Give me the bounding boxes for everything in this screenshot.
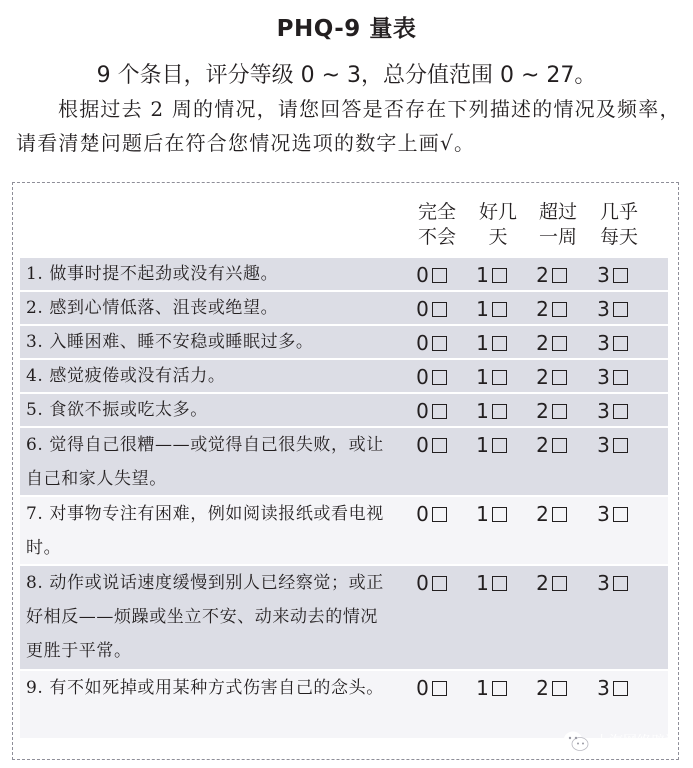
checkbox[interactable]: [613, 302, 628, 317]
option-score: 3: [597, 502, 610, 526]
wechat-icon: [563, 730, 589, 752]
checkbox[interactable]: [552, 507, 567, 522]
column-header-not-at-all: 完全 不会: [417, 201, 456, 248]
answer-option-2[interactable]: [536, 261, 567, 289]
option-score: 2: [536, 571, 549, 595]
option-score: 3: [597, 263, 610, 287]
watermark: [563, 728, 679, 754]
checkbox[interactable]: [613, 438, 628, 453]
answer-option-2[interactable]: [536, 295, 567, 323]
option-score: 3: [597, 365, 610, 389]
option-score: 2: [536, 365, 549, 389]
answer-option-3[interactable]: [597, 295, 628, 323]
question-row: [20, 360, 668, 392]
question-text: 9. 有不如死掉或用某种方式伤害自己的念头。: [26, 678, 384, 698]
checkbox[interactable]: [432, 404, 447, 419]
option-score: 1: [476, 399, 489, 423]
option-score: 2: [536, 263, 549, 287]
option-score: 2: [536, 297, 549, 321]
checkbox[interactable]: [432, 438, 447, 453]
question-row: [20, 497, 668, 564]
checkbox[interactable]: [552, 336, 567, 351]
answer-option-0[interactable]: [416, 295, 447, 323]
checkbox[interactable]: [492, 438, 507, 453]
column-header-several-days: 好几 天: [478, 201, 517, 248]
option-score: 3: [597, 331, 610, 355]
option-score: 0: [416, 297, 429, 321]
answer-option-1[interactable]: [476, 431, 507, 459]
option-score: 3: [597, 676, 610, 700]
option-score: 1: [476, 263, 489, 287]
answer-option-1[interactable]: [476, 261, 507, 289]
answer-option-2[interactable]: [536, 500, 567, 528]
answer-option-2[interactable]: [536, 569, 567, 597]
question-row: [20, 566, 668, 669]
question-row: [20, 292, 668, 324]
option-score: 1: [476, 433, 489, 457]
option-score: 2: [536, 502, 549, 526]
checkbox[interactable]: [432, 681, 447, 696]
option-score: 1: [476, 571, 489, 595]
question-text: 7. 对事物专注有困难，例如阅读报纸或看电视时。: [26, 504, 384, 558]
answer-option-0[interactable]: [416, 674, 447, 702]
checkbox[interactable]: [432, 336, 447, 351]
checkbox[interactable]: [432, 370, 447, 385]
option-score: 0: [416, 571, 429, 595]
checkbox[interactable]: [492, 507, 507, 522]
checkbox[interactable]: [552, 438, 567, 453]
question-text: 8. 动作或说话速度缓慢到别人已经察觉；或正好相反——烦躁或坐立不安、动来动去的情况更胜于平常。: [26, 573, 384, 661]
checkbox[interactable]: [613, 404, 628, 419]
answer-option-3[interactable]: [597, 500, 628, 528]
answer-option-0[interactable]: [416, 569, 447, 597]
option-score: 1: [476, 331, 489, 355]
option-score: 0: [416, 263, 429, 287]
option-score: 2: [536, 399, 549, 423]
question-row: [20, 394, 668, 426]
checkbox[interactable]: [613, 507, 628, 522]
subtitle: 9 个条目，评分等级 0 ~ 3，总分值范围 0 ~ 27。: [96, 63, 597, 88]
option-score: 1: [476, 676, 489, 700]
answer-option-1[interactable]: [476, 397, 507, 425]
column-header-nearly-every-day: 几乎 每天: [599, 201, 638, 248]
answer-option-3[interactable]: [597, 329, 628, 357]
checkbox[interactable]: [492, 302, 507, 317]
question-row: [20, 428, 668, 495]
checkbox[interactable]: [492, 268, 507, 283]
answer-option-0[interactable]: [416, 261, 447, 289]
checkbox[interactable]: [432, 576, 447, 591]
answer-option-0[interactable]: [416, 329, 447, 357]
checkbox[interactable]: [613, 268, 628, 283]
column-header-more-than-half: 超过 一周: [538, 201, 577, 248]
checkbox[interactable]: [492, 370, 507, 385]
answer-option-2[interactable]: [536, 431, 567, 459]
option-score: 1: [476, 365, 489, 389]
answer-option-3[interactable]: [597, 397, 628, 425]
checkbox[interactable]: [552, 370, 567, 385]
checkbox[interactable]: [613, 370, 628, 385]
answer-option-0[interactable]: [416, 397, 447, 425]
question-text: 2. 感到心情低落、沮丧或绝望。: [26, 298, 279, 318]
option-score: 2: [536, 676, 549, 700]
checkbox[interactable]: [552, 576, 567, 591]
checkbox[interactable]: [552, 681, 567, 696]
question-text: 3. 入睡困难、睡不安稳或睡眠过多。: [26, 332, 314, 352]
checkbox[interactable]: [492, 404, 507, 419]
watermark-text: 上海网络辟谣: [595, 734, 679, 750]
checkbox[interactable]: [492, 576, 507, 591]
checkbox[interactable]: [613, 336, 628, 351]
answer-option-0[interactable]: [416, 363, 447, 391]
option-score: 1: [476, 297, 489, 321]
option-score: 3: [597, 571, 610, 595]
option-score: 0: [416, 331, 429, 355]
option-score: 3: [597, 297, 610, 321]
question-text: 5. 食欲不振或吃太多。: [26, 400, 208, 420]
answer-option-2[interactable]: [536, 674, 567, 702]
checkbox[interactable]: [492, 336, 507, 351]
answer-option-2[interactable]: [536, 329, 567, 357]
checkbox[interactable]: [492, 681, 507, 696]
checkbox[interactable]: [432, 268, 447, 283]
checkbox[interactable]: [552, 268, 567, 283]
answer-option-3[interactable]: [597, 431, 628, 459]
checkbox[interactable]: [432, 507, 447, 522]
answer-option-1[interactable]: [476, 329, 507, 357]
question-text: 1. 做事时提不起劲或没有兴趣。: [26, 264, 279, 284]
option-score: 3: [597, 433, 610, 457]
option-score: 3: [597, 399, 610, 423]
question-text: 4. 感觉疲倦或没有活力。: [26, 366, 226, 386]
checkbox[interactable]: [432, 302, 447, 317]
option-score: 0: [416, 399, 429, 423]
option-score: 0: [416, 502, 429, 526]
instructions: 根据过去 2 周的情况，请您回答是否存在下列描述的情况及频率，请看清楚问题后在符合您情况选项的数字上画√。: [16, 97, 681, 155]
answer-option-3[interactable]: [597, 569, 628, 597]
option-score: 1: [476, 502, 489, 526]
option-score: 2: [536, 331, 549, 355]
question-row: [20, 258, 668, 290]
answer-option-2[interactable]: [536, 363, 567, 391]
option-score: 0: [416, 433, 429, 457]
answer-option-1[interactable]: [476, 295, 507, 323]
option-score: 2: [536, 433, 549, 457]
checkbox[interactable]: [552, 404, 567, 419]
question-text: 6. 觉得自己很糟——或觉得自己很失败，或让自己和家人失望。: [26, 435, 384, 489]
answer-option-3[interactable]: [597, 674, 628, 702]
answer-option-0[interactable]: [416, 500, 447, 528]
answer-option-1[interactable]: [476, 363, 507, 391]
option-score: 0: [416, 365, 429, 389]
answer-option-1[interactable]: [476, 674, 507, 702]
option-score: 0: [416, 676, 429, 700]
answer-option-0[interactable]: [416, 431, 447, 459]
answer-option-1[interactable]: [476, 500, 507, 528]
checkbox[interactable]: [613, 576, 628, 591]
question-row: [20, 326, 668, 358]
answer-option-1[interactable]: [476, 569, 507, 597]
checkbox[interactable]: [552, 302, 567, 317]
page-title: PHQ-9 量表: [276, 16, 417, 42]
answer-option-3[interactable]: [597, 261, 628, 289]
checkbox[interactable]: [613, 681, 628, 696]
answer-option-2[interactable]: [536, 397, 567, 425]
answer-option-3[interactable]: [597, 363, 628, 391]
